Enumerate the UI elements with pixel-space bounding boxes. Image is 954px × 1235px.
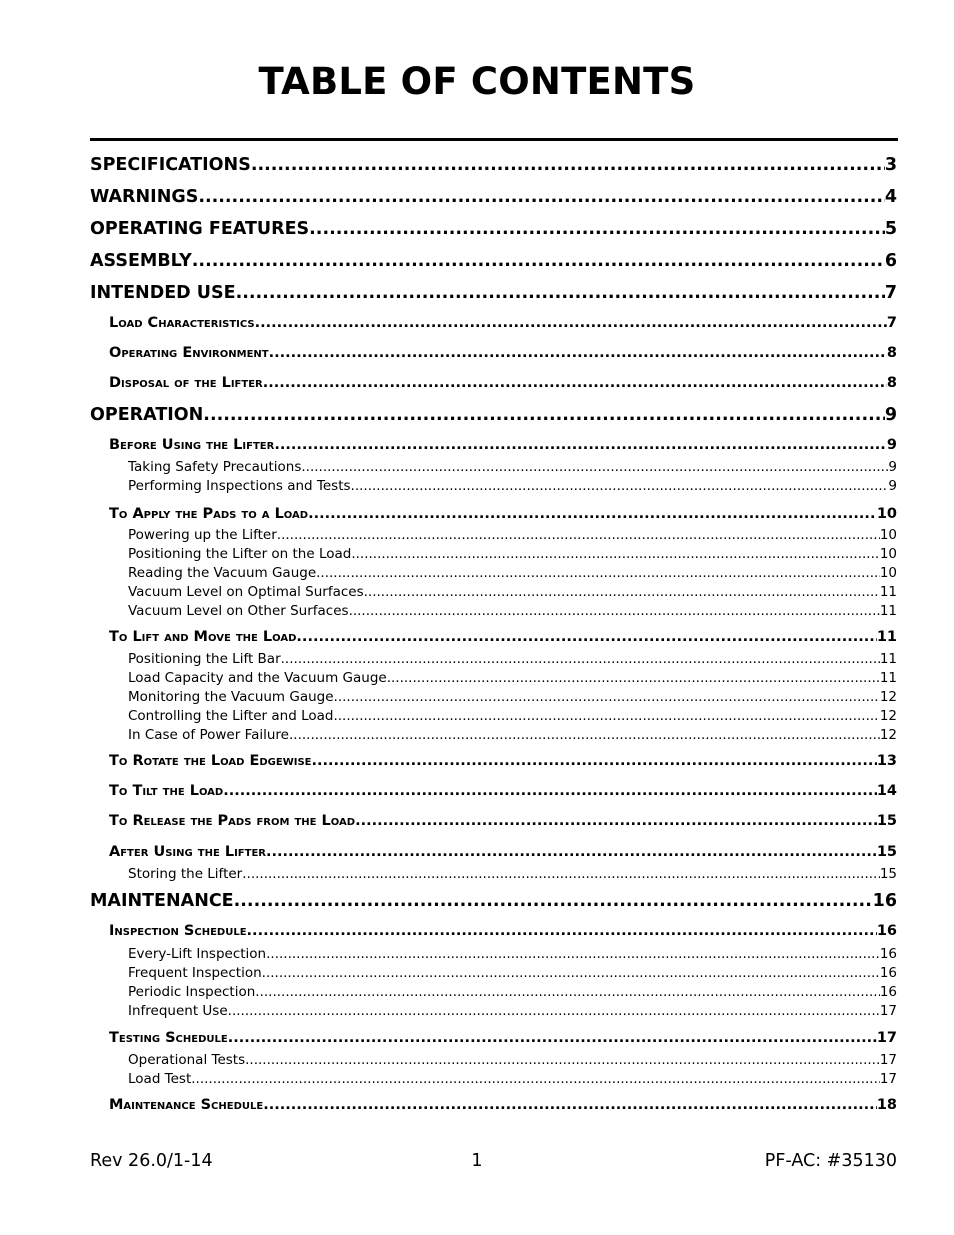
toc-entry-level-1[interactable] <box>90 405 897 431</box>
toc-leader-dots <box>269 345 887 361</box>
toc-leader-dots <box>289 727 880 743</box>
toc-entry-page: 10 <box>879 546 897 562</box>
toc-leader-dots <box>198 187 885 207</box>
toc-leader-dots <box>311 753 876 769</box>
footer-document-id: PF-AC: #35130 <box>764 1151 897 1171</box>
toc-leader-dots <box>245 1052 880 1068</box>
toc-entry-level-2[interactable] <box>109 1030 897 1052</box>
toc-entry-level-3[interactable] <box>128 708 897 726</box>
toc-leader-dots <box>364 584 880 600</box>
toc-leader-dots <box>308 506 877 522</box>
toc-entry-label: Positioning the Lift Bar <box>128 651 281 667</box>
toc-entry-label: After Using the Lifter <box>109 844 266 860</box>
toc-entry-level-2[interactable] <box>109 753 897 775</box>
toc-leader-dots <box>266 946 880 962</box>
toc-entry-level-2[interactable] <box>109 315 897 337</box>
toc-entry-level-3[interactable] <box>128 603 897 621</box>
toc-entry-label: Load Test <box>128 1071 192 1087</box>
toc-entry-page: 17 <box>879 1003 897 1019</box>
toc-entry-level-3[interactable] <box>128 584 897 602</box>
toc-entry-page: 16 <box>879 984 897 1000</box>
title-divider <box>90 138 898 141</box>
toc-entry-page: 9 <box>888 478 897 494</box>
toc-entry-label: Monitoring the Vacuum Gauge <box>128 689 334 705</box>
toc-entry-page: 18 <box>876 1097 897 1113</box>
toc-leader-dots <box>255 984 880 1000</box>
toc-leader-dots <box>228 1030 877 1046</box>
toc-entry-label: To Tilt the Load <box>109 783 224 799</box>
toc-entry-label: Disposal of the Lifter <box>109 375 263 391</box>
toc-entry-level-3[interactable] <box>128 946 897 964</box>
toc-entry-page: 10 <box>879 527 897 543</box>
toc-entry-page: 11 <box>879 603 897 619</box>
toc-entry-level-3[interactable] <box>128 1071 897 1089</box>
toc-entry-label: Testing Schedule <box>109 1030 228 1046</box>
toc-entry-label: Positioning the Lifter on the Load <box>128 546 352 562</box>
toc-entry-page: 11 <box>879 584 897 600</box>
toc-entry-label: Operating Environment <box>109 345 269 361</box>
toc-entry-label: Load Characteristics <box>109 315 255 331</box>
toc-entry-label: To Apply the Pads to a Load <box>109 506 309 522</box>
toc-entry-label: Performing Inspections and Tests <box>128 478 351 494</box>
toc-leader-dots <box>351 546 879 562</box>
toc-entry-label: Controlling the Lifter and Load <box>128 708 334 724</box>
toc-entry-page: 10 <box>879 565 897 581</box>
toc-entry-page: 17 <box>879 1071 897 1087</box>
toc-entry-level-2[interactable] <box>109 629 897 651</box>
toc-leader-dots <box>387 670 880 686</box>
toc-entry-label: OPERATING FEATURES <box>90 219 310 239</box>
toc-entry-level-3[interactable] <box>128 727 897 745</box>
toc-entry-page: 12 <box>879 708 897 724</box>
toc-entry-page: 16 <box>879 965 897 981</box>
toc-entry-level-2[interactable] <box>109 1097 897 1119</box>
toc-entry-label: Maintenance Schedule <box>109 1097 264 1113</box>
toc-entry-level-2[interactable] <box>109 506 897 528</box>
toc-entry-page: 11 <box>879 651 897 667</box>
toc-leader-dots <box>263 375 887 391</box>
toc-entry-level-3[interactable] <box>128 527 897 545</box>
toc-entry-level-3[interactable] <box>128 565 897 583</box>
toc-entry-page: 3 <box>884 155 897 175</box>
toc-entry-label: Taking Safety Precautions <box>128 459 302 475</box>
toc-leader-dots <box>334 689 880 705</box>
toc-entry-label: SPECIFICATIONS <box>90 155 251 175</box>
toc-entry-level-3[interactable] <box>128 670 897 688</box>
toc-leader-dots <box>266 844 877 860</box>
toc-entry-label: OPERATION <box>90 405 204 425</box>
toc-entry-label: To Release the Pads from the Load <box>109 813 356 829</box>
page-title: TABLE OF CONTENTS <box>258 60 696 103</box>
toc-leader-dots <box>255 315 887 331</box>
toc-entry-label: Infrequent Use <box>128 1003 228 1019</box>
toc-leader-dots <box>263 1097 877 1113</box>
toc-leader-dots <box>316 565 880 581</box>
toc-leader-dots <box>242 866 880 882</box>
toc-leader-dots <box>301 459 888 475</box>
toc-entry-level-1[interactable] <box>90 891 897 917</box>
toc-leader-dots <box>234 891 873 911</box>
toc-leader-dots <box>349 603 880 619</box>
toc-entry-level-3[interactable] <box>128 866 897 884</box>
toc-leader-dots <box>296 629 876 645</box>
toc-entry-page: 12 <box>879 727 897 743</box>
toc-entry-page: 15 <box>876 813 897 829</box>
toc-leader-dots <box>333 708 879 724</box>
toc-entry-page: 8 <box>886 375 897 391</box>
toc-entry-level-2[interactable] <box>109 844 897 866</box>
toc-leader-dots <box>274 437 887 453</box>
toc-entry-page: 7 <box>884 283 897 303</box>
toc-entry-label: Frequent Inspection <box>128 965 262 981</box>
toc-entry-page: 17 <box>876 1030 897 1046</box>
toc-entry-level-3[interactable] <box>128 965 897 983</box>
toc-entry-page: 6 <box>884 251 897 271</box>
footer-page-number: 1 <box>471 1151 483 1171</box>
toc-entry-page: 9 <box>888 459 897 475</box>
toc-entry-label: WARNINGS <box>90 187 199 207</box>
toc-entry-label: Load Capacity and the Vacuum Gauge <box>128 670 387 686</box>
toc-entry-label: In Case of Power Failure <box>128 727 289 743</box>
toc-entry-page: 7 <box>886 315 897 331</box>
toc-leader-dots <box>355 813 877 829</box>
toc-entry-level-1[interactable] <box>90 251 897 277</box>
toc-entry-level-3[interactable] <box>128 1003 897 1021</box>
toc-entry-level-2[interactable] <box>109 783 897 805</box>
toc-entry-label: Operational Tests <box>128 1052 246 1068</box>
toc-leader-dots <box>251 155 885 175</box>
toc-entry-page: 8 <box>886 345 897 361</box>
toc-entry-page: 16 <box>879 946 897 962</box>
footer-revision: Rev 26.0/1-14 <box>90 1151 213 1171</box>
toc-entry-label: INTENDED USE <box>90 283 236 303</box>
toc-leader-dots <box>277 527 880 543</box>
toc-entry-label: Before Using the Lifter <box>109 437 275 453</box>
toc-entry-label: To Rotate the Load Edgewise <box>109 753 312 769</box>
toc-entry-label: Vacuum Level on Other Surfaces <box>128 603 349 619</box>
toc-entry-level-2[interactable] <box>109 375 897 397</box>
toc-entry-page: 9 <box>884 405 897 425</box>
toc-entry-page: 15 <box>876 844 897 860</box>
toc-entry-label: Every-Lift Inspection <box>128 946 267 962</box>
toc-entry-page: 4 <box>884 187 897 207</box>
toc-entry-level-2[interactable] <box>109 437 897 459</box>
toc-entry-level-1[interactable] <box>90 187 897 213</box>
toc-entry-label: Periodic Inspection <box>128 984 256 1000</box>
toc-entry-level-3[interactable] <box>128 651 897 669</box>
toc-leader-dots <box>191 1071 880 1087</box>
toc-leader-dots <box>309 219 885 239</box>
toc-leader-dots <box>223 783 877 799</box>
toc-leader-dots <box>228 1003 880 1019</box>
toc-entry-level-2[interactable] <box>109 345 897 367</box>
toc-leader-dots <box>281 651 880 667</box>
toc-entry-page: 15 <box>879 866 897 882</box>
toc-entry-label: ASSEMBLY <box>90 251 192 271</box>
toc-entry-label: MAINTENANCE <box>90 891 234 911</box>
toc-entry-page: 11 <box>876 629 897 645</box>
toc-entry-level-3[interactable] <box>128 984 897 1002</box>
toc-leader-dots <box>203 405 885 425</box>
toc-entry-label: Vacuum Level on Optimal Surfaces <box>128 584 364 600</box>
toc-leader-dots <box>192 251 885 271</box>
toc-entry-label: To Lift and Move the Load <box>109 629 297 645</box>
toc-entry-level-3[interactable] <box>128 546 897 564</box>
toc-leader-dots <box>351 478 889 494</box>
toc-entry-level-2[interactable] <box>109 923 897 945</box>
toc-entry-label: Storing the Lifter <box>128 866 243 882</box>
toc-entry-level-3[interactable] <box>128 1052 897 1070</box>
toc-entry-label: Inspection Schedule <box>109 923 247 939</box>
toc-entry-page: 16 <box>876 923 897 939</box>
toc-entry-label: Powering up the Lifter <box>128 527 277 543</box>
toc-entry-page: 14 <box>876 783 897 799</box>
toc-entry-page: 16 <box>872 891 897 911</box>
toc-entry-level-1[interactable] <box>90 155 897 181</box>
toc-entry-label: Reading the Vacuum Gauge <box>128 565 317 581</box>
toc-entry-page: 12 <box>879 689 897 705</box>
toc-entry-level-2[interactable] <box>109 813 897 835</box>
toc-entry-page: 10 <box>876 506 897 522</box>
toc-entry-page: 13 <box>876 753 897 769</box>
toc-entry-page: 9 <box>886 437 897 453</box>
toc-entry-page: 17 <box>879 1052 897 1068</box>
toc-entry-level-1[interactable] <box>90 219 897 245</box>
toc-leader-dots <box>247 923 877 939</box>
toc-leader-dots <box>262 965 880 981</box>
toc-entry-page: 11 <box>879 670 897 686</box>
toc-entry-level-1[interactable] <box>90 283 897 309</box>
toc-leader-dots <box>236 283 885 303</box>
toc-entry-level-3[interactable] <box>128 689 897 707</box>
toc-entry-level-3[interactable] <box>128 459 897 477</box>
toc-entry-level-3[interactable] <box>128 478 897 496</box>
toc-entry-page: 5 <box>884 219 897 239</box>
